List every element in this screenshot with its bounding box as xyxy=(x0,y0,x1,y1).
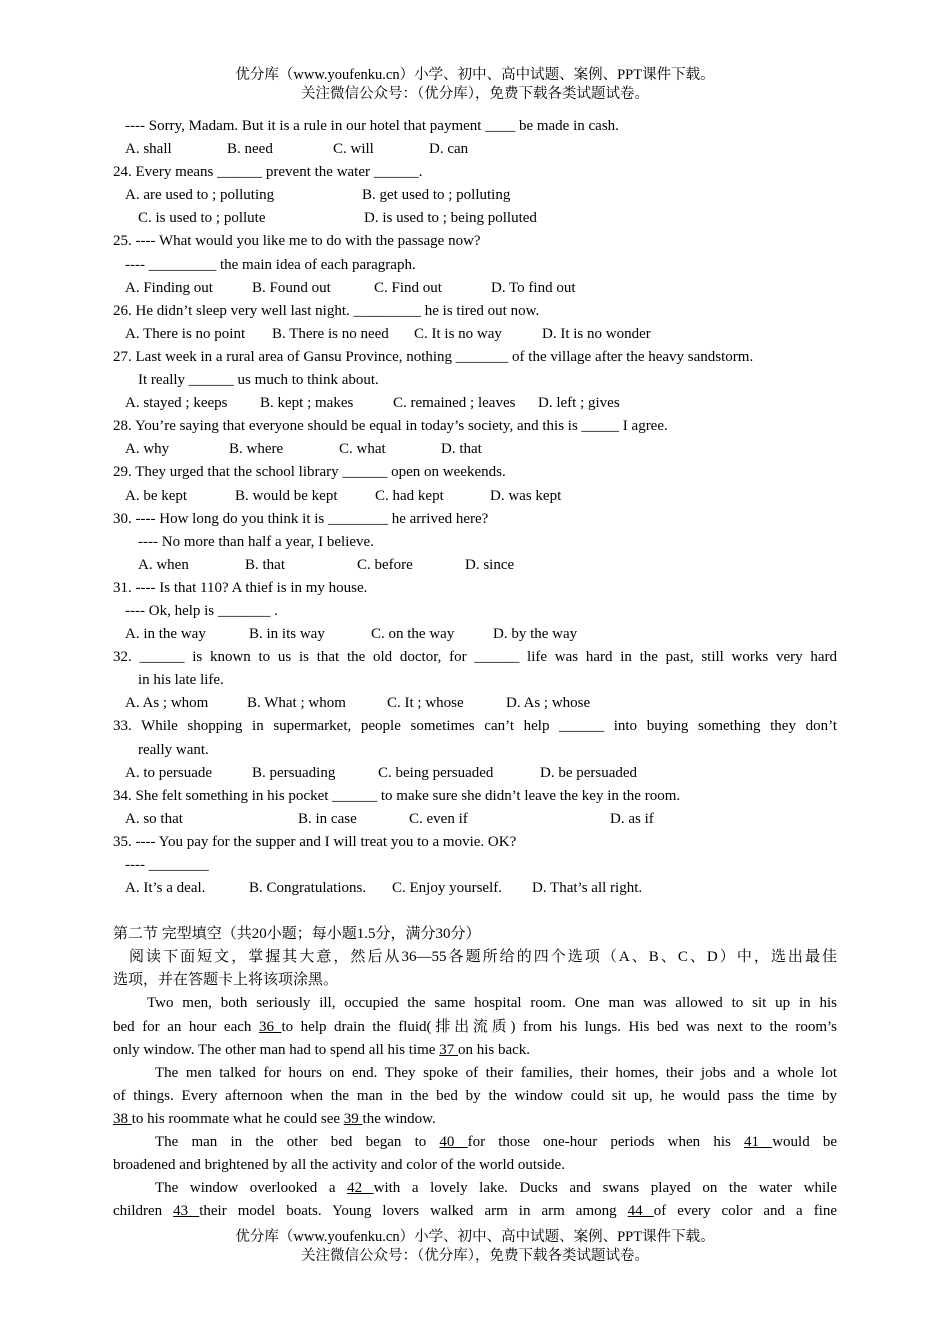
q24-stem: 24. Every means ______ prevent the water ______. xyxy=(113,164,423,181)
text-segment: to his roommate what he could see xyxy=(131,1110,344,1127)
text-segment: on his back. xyxy=(457,1041,531,1058)
q26-option-b: B. There is no need xyxy=(272,325,389,342)
passage-p4-line1 xyxy=(113,1177,837,1200)
q31-continuation: ---- Ok, help is _______ . xyxy=(125,602,278,619)
q35-option-b: B. Congratulations. xyxy=(249,880,367,897)
passage-p1-line3 xyxy=(113,1039,837,1062)
q27-option-a: A. stayed ; keeps xyxy=(125,395,228,412)
q30-continuation: ---- No more than half a year, I believe. xyxy=(138,533,374,550)
text-segment: to help drain the fluid(排出流质) from his lungs. His bed was next to the room’s xyxy=(281,1018,837,1035)
page-footer xyxy=(0,1228,950,1266)
passage-p2-line3 xyxy=(113,1108,837,1131)
passage-p3-line1 xyxy=(113,1131,837,1154)
q25-option-c: C. Find out xyxy=(374,279,442,296)
blank-41: 41 xyxy=(744,1134,773,1151)
q23-options xyxy=(113,138,837,161)
q28-option-a: A. why xyxy=(125,441,170,458)
footer-line-2: 关注微信公众号：（优分库），免费下载各类试题试卷。 xyxy=(301,1248,649,1264)
q35-stem: 35. ---- You pay for the supper and I will treat you to a movie. OK? xyxy=(113,833,517,850)
passage-p1-line2 xyxy=(113,1016,837,1039)
q34-stem: 34. She felt something in his pocket ______ to make sure she didn’t leave the key in the room. xyxy=(113,787,681,804)
q24-option-c: C. is used to ; pollute xyxy=(138,210,266,227)
q24-option-b: B. get used to ; polluting xyxy=(362,187,511,204)
text-segment: their model boats. Young lovers walked arm in arm among xyxy=(199,1203,628,1220)
q26-option-c: C. It is no way xyxy=(414,325,502,342)
q32-continuation: in his late life. xyxy=(138,672,224,689)
blank-36: 36 xyxy=(258,1018,282,1035)
header-line-2: 关注微信公众号：（优分库），免费下载各类试题试卷。 xyxy=(301,86,649,102)
q32-option-a: A. As ; whom xyxy=(125,695,209,712)
q28-stem: 28. You’re saying that everyone should be equal in today’s society, and this is _____ I agree. xyxy=(113,418,668,435)
text-segment: for those one-hour periods when his xyxy=(467,1134,745,1151)
page-header xyxy=(0,66,950,104)
q25-stem: 25. ---- What would you like me to do with the passage now? xyxy=(113,233,481,250)
q33-option-d: D. be persuaded xyxy=(540,764,638,781)
q34-option-b: B. in case xyxy=(298,810,357,827)
blank-37: 37 xyxy=(439,1041,458,1058)
q25-continuation: ---- _________ the main idea of each paragraph. xyxy=(125,256,416,273)
q34-option-a: A. so that xyxy=(125,810,183,827)
q33-option-b: B. persuading xyxy=(252,764,336,781)
blank-43: 43 xyxy=(173,1203,200,1220)
q33-continuation: really want. xyxy=(138,741,209,758)
q30-option-a: A. when xyxy=(138,556,189,573)
q25-option-d: D. To find out xyxy=(491,279,576,296)
q31-option-c: C. on the way xyxy=(371,626,455,643)
text-segment: with a lovely lake. Ducks and swans played on the water while xyxy=(373,1180,838,1197)
q24-options-row1 xyxy=(113,184,837,207)
q31-options xyxy=(113,623,837,646)
passage-p2-line2: of things. Every afternoon when the man in the bed by the window could sit up, he would pass the time by xyxy=(113,1087,837,1104)
q23-option-c: C. will xyxy=(333,141,374,158)
q27-continuation: It really ______ us much to think about. xyxy=(138,372,379,389)
q28-options xyxy=(113,438,837,461)
q35-option-d: D. That’s all right. xyxy=(532,880,643,897)
footer-line-1: 优分库（www.youfenku.cn）小学、初中、高中试题、案例、PPT课件下载。 xyxy=(235,1229,715,1245)
blank-39: 39 xyxy=(343,1110,363,1127)
text-segment: the window. xyxy=(362,1110,436,1127)
q26-stem: 26. He didn’t sleep very well last night. _________ he is tired out now. xyxy=(113,302,540,319)
passage-p1-line1: Two men, both seriously ill, occupied the same hospital room. One man was allowed to sit up in his xyxy=(147,995,837,1012)
q23-option-d: D. can xyxy=(429,141,469,158)
q28-option-b: B. where xyxy=(229,441,284,458)
q23-continuation: ---- Sorry, Madam. But it is a rule in our hotel that payment ____ be made in cash. xyxy=(125,118,619,134)
text-segment: The window overlooked a xyxy=(155,1180,348,1197)
q28-option-c: C. what xyxy=(339,441,386,458)
q33-options xyxy=(113,762,837,785)
q32-option-b: B. What ; whom xyxy=(247,695,346,712)
q32-option-d: D. As ; whose xyxy=(506,695,591,712)
q32-stem: 32. ______ is known to us is that the old doctor, for ______ life was hard in the past, still works very hard xyxy=(113,649,837,666)
q31-option-a: A. in the way xyxy=(125,626,206,643)
passage-p2-line1: The men talked for hours on end. They spoke of their families, their homes, their jobs and a whole lot xyxy=(155,1064,837,1081)
q34-option-c: C. even if xyxy=(409,810,468,827)
passage-p4-line2 xyxy=(113,1200,837,1223)
q29-options xyxy=(113,485,837,508)
q24-option-d: D. is used to ; being polluted xyxy=(364,210,537,227)
q33-stem: 33. While shopping in supermarket, people sometimes can’t help ______ into buying something they don’t xyxy=(113,718,837,735)
q32-options xyxy=(113,692,837,715)
q35-options xyxy=(113,877,837,900)
q27-option-b: B. kept ; makes xyxy=(260,395,354,412)
q28-option-d: D. that xyxy=(441,441,482,458)
section-title: 第二节 完型填空（共20小题；每小题1.5分，满分30分） xyxy=(113,926,481,943)
q26-option-a: A. There is no point xyxy=(125,325,246,342)
blank-44: 44 xyxy=(627,1203,654,1220)
q27-stem: 27. Last week in a rural area of Gansu Province, nothing _______ of the village after the heavy sandstorm. xyxy=(113,348,754,365)
q26-option-d: D. It is no wonder xyxy=(542,325,651,342)
q29-stem: 29. They urged that the school library ______ open on weekends. xyxy=(113,464,506,481)
q35-option-a: A. It’s a deal. xyxy=(125,880,206,897)
q27-option-d: D. left ; gives xyxy=(538,395,620,412)
header-line-1: 优分库（www.youfenku.cn）小学、初中、高中试题、案例、PPT课件下载。 xyxy=(235,67,715,83)
q29-option-b: B. would be kept xyxy=(235,487,338,504)
q33-option-a: A. to persuade xyxy=(125,764,213,781)
blank-40: 40 xyxy=(439,1134,468,1151)
q30-options xyxy=(113,554,837,577)
passage-p3-line2: broadened and brightened by all the activity and color of the world outside. xyxy=(113,1157,565,1174)
q31-option-b: B. in its way xyxy=(249,626,325,643)
q27-options xyxy=(113,392,837,415)
section-instructions-line1: 阅读下面短文，掌握其大意，然后从36—55各题所给的四个选项（A、B、C、D）中，选出最佳 xyxy=(129,949,837,966)
q29-option-d: D. was kept xyxy=(490,487,562,504)
q30-stem: 30. ---- How long do you think it is ________ he arrived here? xyxy=(113,510,489,527)
q31-option-d: D. by the way xyxy=(493,626,578,643)
q24-options-row2 xyxy=(113,207,837,230)
text-segment: The man in the other bed began to xyxy=(155,1134,440,1151)
q31-stem: 31. ---- Is that 110? A thief is in my house. xyxy=(113,579,368,596)
exam-content xyxy=(113,115,837,1223)
q35-option-c: C. Enjoy yourself. xyxy=(392,880,502,897)
q30-option-b: B. that xyxy=(245,556,285,573)
blank-38: 38 xyxy=(113,1110,132,1127)
section-instructions-line2: 选项，并在答题卡上将该项涂黑。 xyxy=(113,972,339,989)
q32-option-c: C. It ; whose xyxy=(387,695,464,712)
q30-option-c: C. before xyxy=(357,556,413,573)
q35-continuation: ---- ________ xyxy=(125,857,209,873)
q26-options xyxy=(113,323,837,346)
q27-option-c: C. remained ; leaves xyxy=(393,395,516,412)
text-segment: bed for an hour each xyxy=(113,1018,259,1035)
q23-option-a: A. shall xyxy=(125,141,172,158)
q29-option-c: C. had kept xyxy=(375,487,444,504)
text-segment: children xyxy=(113,1203,174,1220)
q25-option-b: B. Found out xyxy=(252,279,331,296)
blank-42: 42 xyxy=(347,1180,374,1197)
q30-option-d: D. since xyxy=(465,556,515,573)
text-segment: of every color and a fine xyxy=(653,1203,838,1220)
q29-option-a: A. be kept xyxy=(125,487,188,504)
q25-options xyxy=(113,277,837,300)
q34-option-d: D. as if xyxy=(610,810,654,827)
text-segment: only window. The other man had to spend all his time xyxy=(113,1041,440,1058)
q24-option-a: A. are used to ; polluting xyxy=(125,187,275,204)
q34-options xyxy=(113,808,837,831)
q25-option-a: A. Finding out xyxy=(125,279,213,296)
q33-option-c: C. being persuaded xyxy=(378,764,494,781)
text-segment: would be xyxy=(772,1134,838,1151)
q23-option-b: B. need xyxy=(227,141,273,158)
